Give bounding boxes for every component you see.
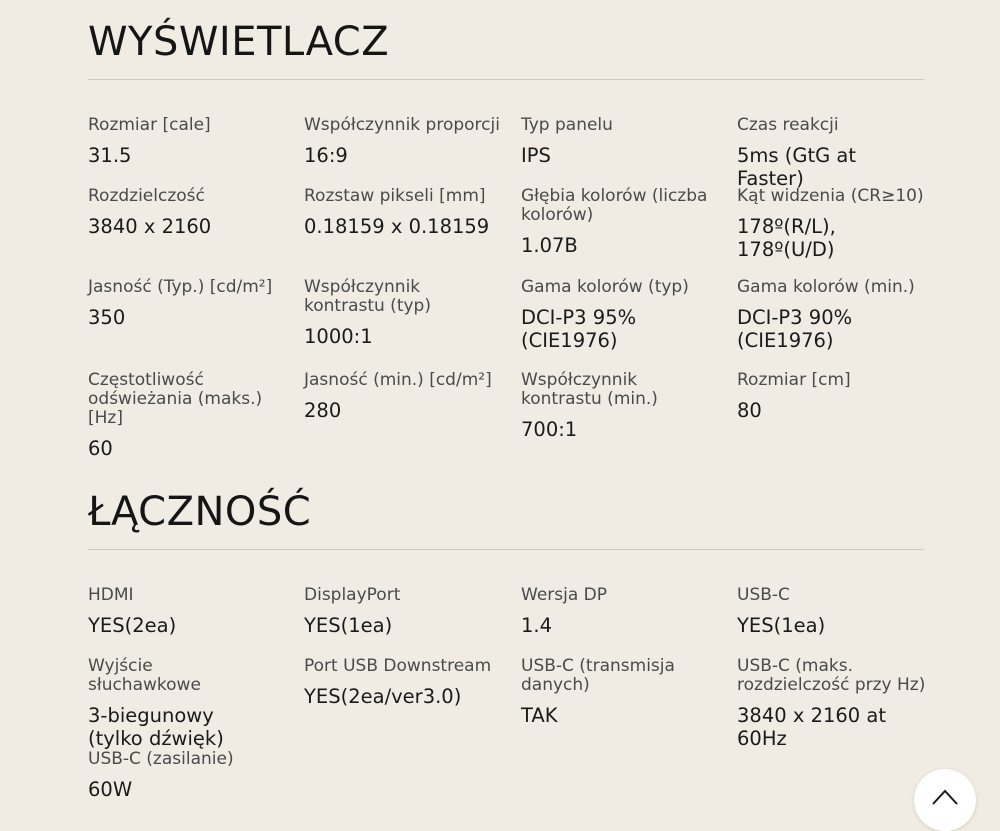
spec-value: 280 [304,399,342,422]
spec-item [304,586,500,637]
spec-value: 60 [88,437,113,460]
spec-item [521,278,701,352]
spec-label: USB-C (maks. rozdzielczość przy Hz) [737,656,926,695]
spec-label: Głębia kolorów (liczba kolorów) [521,186,708,225]
spec-item [737,187,927,261]
spec-item [737,657,927,750]
spec-label: Jasność (min.) [cd/m²] [304,370,492,390]
spec-value: 700:1 [521,418,578,441]
spec-value: 178º(R/L), 178º(U/D) [737,215,836,261]
section-divider [88,79,924,80]
spec-item [521,187,717,257]
section-title-connectivity: ŁĄCZNOŚĆ [88,489,312,535]
spec-label: Kąt widzenia (CR≥10) [737,186,924,206]
spec-label: Współczynnik proporcji [304,115,500,135]
spec-item [304,657,500,708]
spec-value: 5ms (GtG at Faster) [737,144,857,190]
section-title-display: WYŚWIETLACZ [88,19,390,65]
spec-value: 1.07B [521,234,578,257]
spec-value: TAK [521,704,558,727]
spec-item [737,371,933,422]
spec-label: HDMI [88,585,134,605]
spec-label: USB-C (zasilanie) [88,749,234,769]
spec-item [304,116,500,167]
spec-label: Wersja DP [521,585,608,605]
spec-value: 0.18159 x 0.18159 [304,215,490,238]
spec-label: Współczynnik kontrastu (typ) [304,277,431,316]
spec-value: 80 [737,399,762,422]
spec-item [737,586,933,637]
spec-label: Typ panelu [521,115,613,135]
spec-item [88,657,268,750]
spec-item [521,116,717,167]
section-display [88,19,924,460]
spec-label: Współczynnik kontrastu (min.) [521,370,658,409]
chevron-up-icon [932,789,958,805]
spec-value: IPS [521,144,551,167]
spec-item [88,116,284,167]
section-connectivity [88,489,926,801]
spec-value: YES(1ea) [737,614,826,637]
spec-value: 60W [88,778,133,801]
spec-value: DCI-P3 90% (CIE1976) [737,306,853,352]
spec-value: YES(1ea) [304,614,393,637]
spec-value: YES(2ea/ver3.0) [304,685,462,708]
spec-item [304,187,500,238]
spec-item [304,278,500,348]
spec-value: 3840 x 2160 [88,215,212,238]
spec-value: 1.4 [521,614,553,637]
spec-item [521,371,717,441]
spec-value: 3840 x 2160 at 60Hz [737,704,886,750]
spec-value: DCI-P3 95% (CIE1976) [521,306,637,352]
spec-item [521,586,717,637]
spec-label: Jasność (Typ.) [cd/m²] [88,277,273,297]
section-divider [88,549,924,550]
spec-value: YES(2ea) [88,614,177,637]
spec-label: Rozmiar [cm] [737,370,851,390]
spec-item [304,371,500,422]
spec-value: 16:9 [304,144,348,167]
scroll-to-top-button[interactable] [914,769,976,831]
spec-item [88,187,284,238]
spec-value: 31.5 [88,144,132,167]
spec-value: 3-biegunowy (tylko dźwięk) [88,704,224,750]
spec-value: 1000:1 [304,325,373,348]
spec-label: DisplayPort [304,585,401,605]
spec-label: Gama kolorów (typ) [521,277,689,297]
spec-item [88,586,284,637]
spec-label: USB-C (transmisja danych) [521,656,675,695]
spec-label: Gama kolorów (min.) [737,277,915,297]
spec-label: Port USB Downstream [304,656,492,676]
spec-item [737,278,917,352]
spec-label: Wyjście słuchawkowe [88,656,201,695]
spec-item [521,657,681,727]
spec-value: 350 [88,306,126,329]
spec-label: USB-C [737,585,790,605]
spec-label: Rozstaw pikseli [mm] [304,186,486,206]
spec-item [88,371,284,460]
spec-label: Częstotliwość odświeżania (maks.) [Hz] [88,370,263,428]
spec-item [737,116,927,190]
spec-label: Rozdzielczość [88,186,205,206]
spec-item [88,750,284,801]
spec-label: Czas reakcji [737,115,839,135]
spec-item [88,278,284,329]
spec-label: Rozmiar [cale] [88,115,211,135]
